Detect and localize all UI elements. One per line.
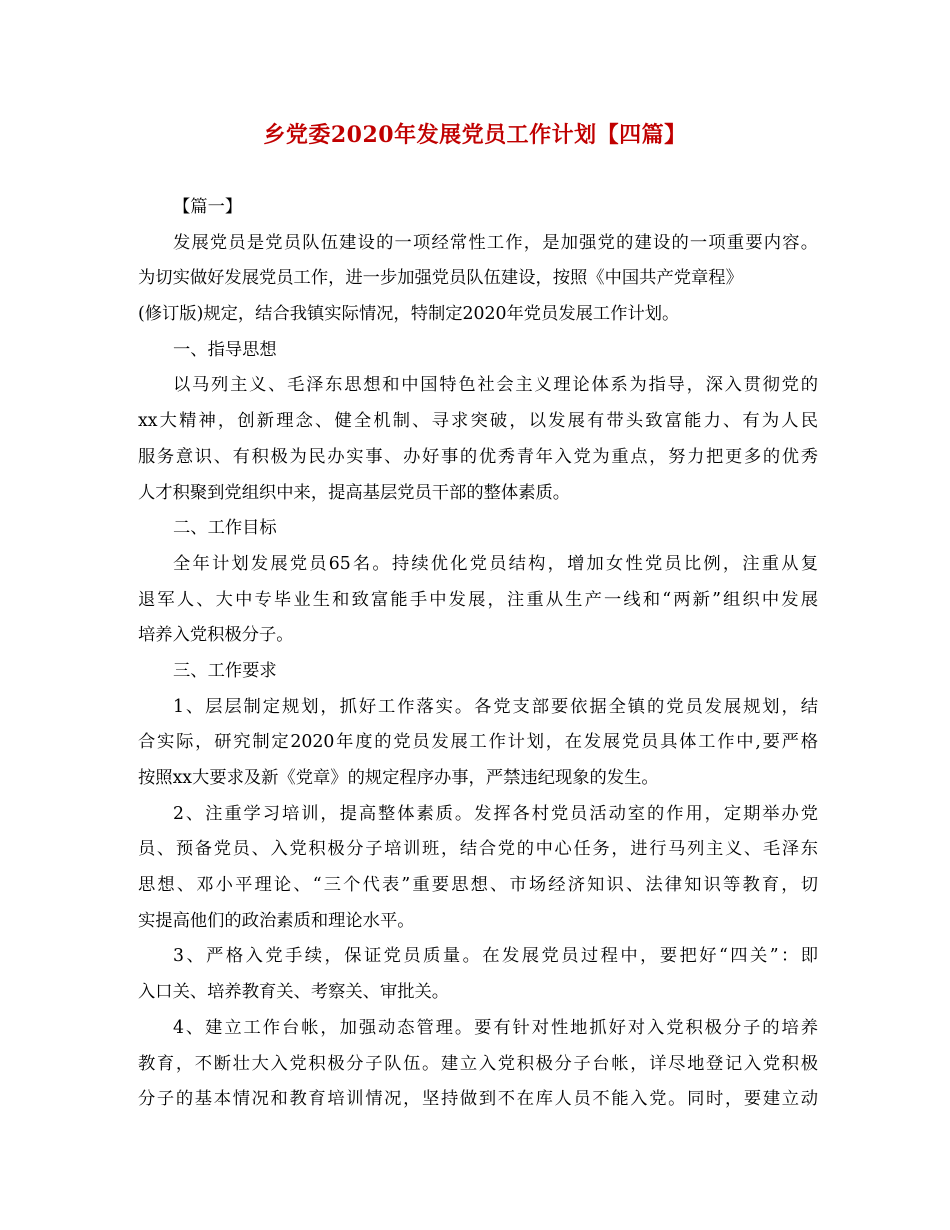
paragraph-line: 全年计划发展党员65名。持续优化党员结构，增加女性党员比例，注重从复 bbox=[173, 553, 818, 574]
paragraph-line: 以马列主义、毛泽东思想和中国特色社会主义理论体系为指导，深入贯彻党的 bbox=[173, 375, 818, 396]
paragraph-line: 发展党员是党员队伍建设的一项经常性工作，是加强党的建设的一项重要内容。 bbox=[173, 232, 818, 253]
paragraph-line: 实提高他们的政治素质和理论水平。 bbox=[138, 910, 415, 931]
paragraph-line: 人才积聚到党组织中来，提高基层党员干部的整体素质。 bbox=[138, 482, 571, 503]
paragraph-line: 培养入党积极分子。 bbox=[138, 625, 294, 646]
document-body bbox=[138, 190, 818, 1118]
paragraph-line: 服务意识、有积极为民办实事、办好事的优秀青年入党为重点，努力把更多的优秀 bbox=[138, 446, 818, 467]
paragraph-line: 2、注重学习培训，提高整体素质。发挥各村党员活动室的作用，定期举办党 bbox=[173, 803, 818, 824]
paragraph-line: 一、指导思想 bbox=[173, 339, 277, 360]
paragraph-line: 1、层层制定规划，抓好工作落实。各党支部要依据全镇的党员发展规划，结 bbox=[173, 696, 818, 717]
paragraph-line: 员、预备党员、入党积极分子培训班，结合党的中心任务，进行马列主义、毛泽东 bbox=[138, 839, 818, 860]
paragraph-line: 3、严格入党手续，保证党员质量。在发展党员过程中，要把好“四关”：即 bbox=[173, 946, 818, 967]
paragraph-line: 按照xx大要求及新《党章》的规定程序办事，严禁违纪现象的发生。 bbox=[138, 768, 659, 788]
paragraph-line: 合实际，研究制定2020年度的党员发展工作计划，在发展党员具体工作中,要严格 bbox=[138, 732, 818, 753]
paragraph-line: 分子的基本情况和教育培训情况，坚持做到不在库人员不能入党。同时，要建立动 bbox=[138, 1089, 818, 1110]
paragraph-line: 二、工作目标 bbox=[173, 518, 277, 539]
paragraph-line: 入口关、培养教育关、考察关、审批关。 bbox=[138, 982, 450, 1003]
paragraph-line: (修订版)规定，结合我镇实际情况，特制定2020年党员发展工作计划。 bbox=[138, 304, 680, 325]
paragraph-line: 为切实做好发展党员工作，进一步加强党员队伍建设，按照《中国共产党章程》 bbox=[138, 268, 743, 289]
paragraph-line: xx大精神，创新理念、健全机制、寻求突破，以发展有带头致富能力、有为人民 bbox=[138, 411, 818, 432]
paragraph-line: 思想、邓小平理论、“三个代表”重要思想、市场经济知识、法律知识等教育，切 bbox=[138, 875, 818, 896]
paragraph-line: 三、工作要求 bbox=[173, 660, 277, 681]
paragraph-line: 【篇一】 bbox=[173, 197, 243, 217]
paragraph-line: 退军人、大中专毕业生和致富能手中发展，注重从生产一线和“两新”组织中发展 bbox=[138, 589, 818, 610]
document-title: 乡党委2020年发展党员工作计划【四篇】 bbox=[263, 122, 687, 148]
paragraph-line: 教育，不断壮大入党积极分子队伍。建立入党积极分子台帐，详尽地登记入党积极 bbox=[138, 1053, 818, 1074]
paragraph-line: 4、建立工作台帐，加强动态管理。要有针对性地抓好对入党积极分子的培养 bbox=[173, 1017, 818, 1038]
